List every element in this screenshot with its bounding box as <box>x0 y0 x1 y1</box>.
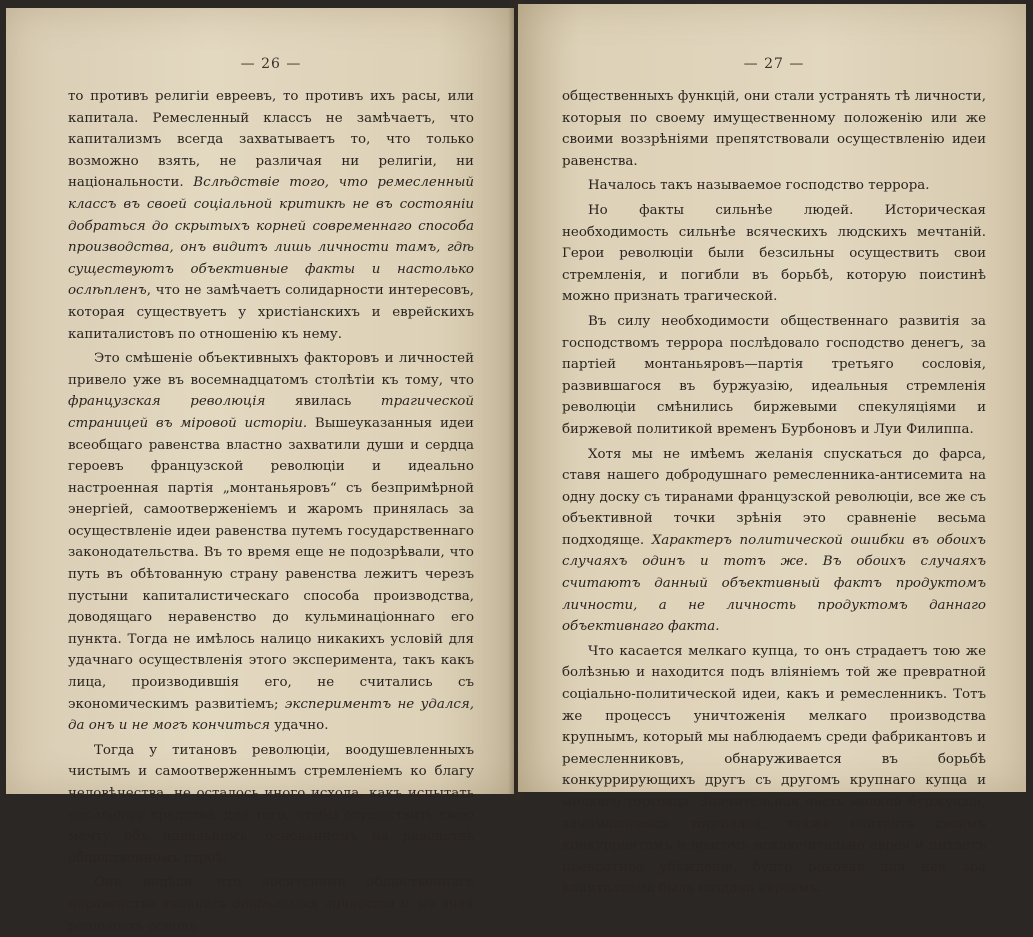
paragraph <box>562 175 986 197</box>
paragraph <box>562 200 986 308</box>
page-text <box>68 86 474 937</box>
text-run: удачно. <box>269 718 329 734</box>
paragraph <box>68 86 474 345</box>
text-run: общественныхъ функцій, они стали устранять тѣ личности, которыя по своему имущественному положенію или же своими воззрѣніями препятствовали осуществленію идеи равенства. <box>562 89 986 169</box>
right-page <box>518 4 1026 897</box>
italic-text: французская революція <box>68 394 266 410</box>
text-run: Вышеуказанныя идеи всеобщаго равенства властно захватили души и сердца героевъ французской революціи и идеально настроенная партія „монтаньяровъ“ съ безпримѣрной энергіей, самоотверженіемъ и жаромъ принялась за осуществленіе идеи равенства путемъ государственнаго законодательства. Въ то время еще не подозрѣвали, что путь въ обѣтованную страну равенства лежитъ черезъ пустыни капиталистическаго способа производства, доводящаго неравенство до кульминаціоннаго его пункта. Тогда не имѣлось налицо никакихъ условій для удачнаго осуществленія этого эксперимента, такъ какъ лица, производившія его, не считались съ экономическимъ развитіемъ; <box>68 415 474 712</box>
text-run: Началось такъ называемое господство террора. <box>588 178 930 194</box>
paragraph <box>68 740 474 870</box>
text-run: средство, для того, чтобы осуществить свою мечту объ идеальномъ, основанномъ на равенствѣ общественномъ строѣ. <box>68 807 474 866</box>
page-number: — 27 — <box>743 56 805 72</box>
italic-text: экспериментъ не удался, да онъ и не могъ кончиться <box>68 696 474 734</box>
text-run: Они видѣли, что носителями общественнаго неравенства являлись <box>68 875 474 912</box>
paragraph <box>562 444 986 638</box>
text-run: Въ силу необходимости общественнаго развитія за господствомъ террора послѣдовало господство денегъ, за партіей монтаньяровъ—партія третьяго сословія, развившагося въ буржуазію, идеальныя стремленія революціи смѣнились биржевыми спекуляціями и биржевой политикой временъ Бурбоновъ и Луи Филиппа. <box>562 313 986 437</box>
italic-text: Вслѣдствіе того, что ремесленный классъ въ своей соціальной критикѣ не въ состояніи добраться до скрытыхъ корней современнаго способа производства, онъ видитъ лишь личности тамъ, гдѣ существуютъ объективные факты и настолько ослѣпленъ <box>68 175 474 299</box>
text-run: Что касается мелкаго купца, то онъ страдаетъ тою же болѣзнью и находится подъ вліяніемъ той же превратной соціально-политической идеи, какъ и ремесленникъ. Тотъ же процессъ уничтоженія мелкаго производства крупнымъ, который мы наблюдаемъ среди фабрикантовъ и ремесленниковъ, обнаруживается въ борьбѣ конкуррирующихъ другъ съ другомъ крупнаго купца и мелкаго торговца. Значительная часть мелкой буржуазіи, занимающаяся торговлей, также считаетъ своимъ конкуррентомъ и врагомъ исключительно еврея и питаетъ превратное убѣжденіе, будто роковая для нея эра капитализма была создана евреемъ. <box>562 643 986 897</box>
italic-text: Характеръ политической ошибки въ обоихъ случаяхъ одинъ и тотъ же. Въ обоихъ случаяхъ считаютъ данный объективный фактъ продуктомъ личности, а не личность продуктомъ даннаго объективнаго факта. <box>562 532 986 635</box>
paragraph <box>562 86 986 172</box>
text-run: Тогда у титановъ революціи, воодушевленныхъ чистымъ и самоотверженнымъ стремленіемъ ко благу человѣчества, не осталось иного исхода, какъ испытать <box>68 742 474 801</box>
paragraph <box>562 641 986 900</box>
page-text <box>562 86 986 900</box>
text-run: , не зная реальныхъ основъ <box>68 896 474 934</box>
page-number: — 26 — <box>240 56 302 72</box>
text-run: , что не замѣчаетъ солидарности интересовъ, которая существуетъ у христіанскихъ и еврейскихъ капиталистовъ по отношенію къ нему. <box>68 283 474 342</box>
text-run: то противъ религіи евреевъ, то противъ ихъ расы, или капитала. Ремесленный классъ не замѣчаетъ, что капитализмъ всегда захватываетъ то, что только возможно взять, не различая ни религіи, ни національности. <box>68 89 474 191</box>
text-run: Это смѣшеніе объективныхъ факторовъ и личностей привело уже въ восемнадцатомъ столѣтіи къ тому, что <box>68 351 474 388</box>
paragraph <box>562 311 986 441</box>
text-run: Но факты сильнѣе людей. Историческая необходимость сильнѣе всяческихъ людскихъ мечтаній. Герои революціи были безсильны осуществить свои стремленія, и погибли въ борьбѣ, которую поистинѣ можно признать трагической. <box>562 202 986 305</box>
left-page <box>6 8 514 934</box>
text-run: явилась <box>265 394 381 410</box>
paragraph <box>68 348 474 737</box>
italic-text: послѣднее <box>68 807 146 823</box>
italic-text: отдѣльныя личности и <box>232 896 410 912</box>
italic-text: трагической страницей въ міровой исторіи. <box>68 394 474 431</box>
paragraph <box>68 872 474 937</box>
text-run: Хотя мы не имѣемъ желанія спускаться до фарса, ставя нашего добродушнаго ремесленника-антисемита на одну доску съ тиранами французской революціи, все же съ объективной точки зрѣнія это сравненіе весьма подходяще. <box>562 446 986 548</box>
